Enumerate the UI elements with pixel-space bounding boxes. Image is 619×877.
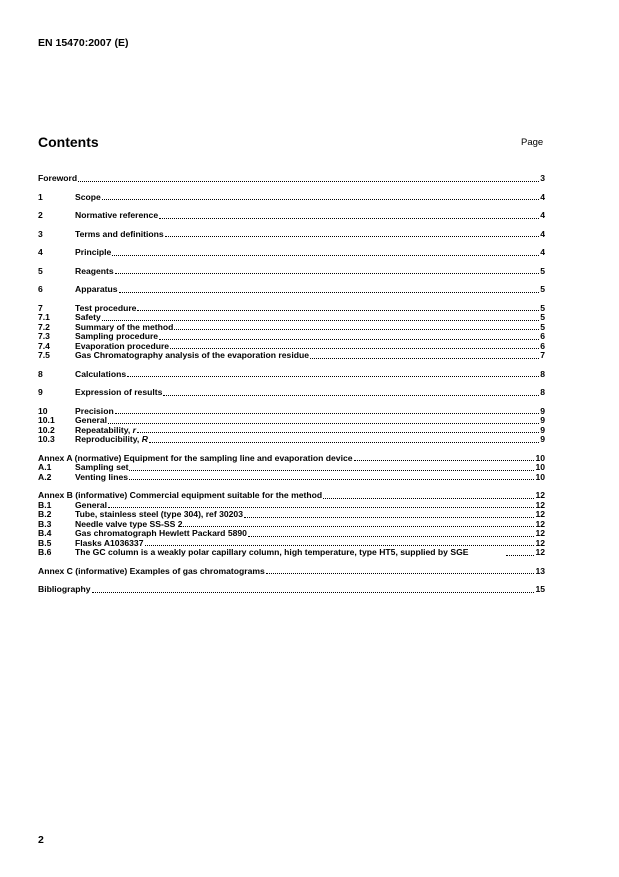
toc-number: 2 [38,210,43,220]
toc-entry[interactable] [38,351,545,361]
leader-dots [102,320,539,321]
leader-dots [170,348,539,349]
toc-number: B.1 [38,499,52,510]
toc-title: Gas chromatograph Hewlett Packard 5890 [75,528,247,538]
contents-heading: Contents [38,134,99,150]
leader-dots [165,236,540,237]
toc-title: The GC column is a weakly polar capillary column, high temperature, type HT5, supplied by SGE [75,547,469,557]
toc-title: Summary of the method [75,321,174,332]
toc-title: General [75,499,108,510]
toc-number: B.6 [38,547,52,557]
toc-title: Venting lines [75,471,129,482]
toc-entry[interactable] [38,193,545,203]
toc-page: 12 [535,509,545,519]
toc-page: 3 [540,173,545,183]
leader-dots [108,507,534,508]
toc-number: 6 [38,284,43,294]
toc-page: 5 [540,312,545,322]
toc-title-text: Repeatability, [75,424,133,435]
leader-dots [112,255,539,256]
leader-dots [183,526,534,527]
toc-page: 5 [540,265,545,276]
toc-title: Sampling procedure [75,331,159,341]
toc-page: 10 [535,462,545,472]
toc-title: Calculations [75,368,127,379]
leader-dots [323,498,534,499]
leader-dots [115,413,540,414]
toc-page: 9 [540,405,545,416]
toc-page: 6 [540,340,545,351]
leader-dots [78,181,539,182]
toc-page: 9 [540,434,545,444]
leader-dots [174,329,539,330]
leader-dots [248,536,534,537]
toc-number: 7.3 [38,331,50,341]
leader-dots [506,555,534,556]
toc-page: 13 [535,565,545,576]
toc-number: 8 [38,368,43,379]
toc-title: Foreword [38,173,78,183]
toc-number: 10.1 [38,415,55,425]
toc-page: 8 [540,368,545,379]
toc-page: 9 [540,415,545,425]
toc-entry[interactable] [38,211,545,221]
toc-title: Annex A (normative) Equipment for the sampling line and evaporation device [38,452,353,463]
toc-number: 7.4 [38,340,50,351]
leader-dots [149,442,539,443]
leader-dots [159,339,539,340]
toc-number: B.2 [38,509,52,519]
toc-page: 4 [540,210,545,220]
toc-entry[interactable] [38,370,545,380]
toc-page: 4 [540,228,545,239]
toc-page: 4 [540,191,545,202]
toc-title: Sampling set [75,462,129,472]
toc-entry[interactable] [38,435,545,445]
toc-title: Precision [75,405,114,416]
toc-page: 4 [540,247,545,257]
toc-page: 12 [535,537,545,548]
toc-entry[interactable] [38,285,545,295]
toc-title: Test procedure [75,302,137,313]
toc-page: 10 [535,452,545,463]
toc-number: 10 [38,405,48,416]
toc-entry-foreword[interactable] [38,174,545,184]
toc-number: 10.3 [38,434,55,444]
page-column-label: Page [521,137,544,148]
toc-entry[interactable] [38,230,545,240]
toc-page: 5 [540,284,545,294]
toc-title: Normative reference [75,210,159,220]
toc-page: 5 [540,321,545,332]
toc-number: 1 [38,191,43,202]
toc-title-symbol: r [132,424,136,435]
leader-dots [159,218,539,219]
toc-title: Principle [75,247,112,257]
leader-dots [137,310,539,311]
toc-entry[interactable] [38,304,545,314]
toc-entry[interactable] [38,248,545,258]
toc-number: 7 [38,302,43,313]
toc-title: Safety [75,312,101,322]
leader-dots [145,545,535,546]
leader-dots [108,423,539,424]
toc-title: Flasks A1036337 [75,537,144,548]
toc-title: Annex B (informative) Commercial equipment suitable for the method [38,490,323,500]
leader-dots [244,517,534,518]
toc-number: B.3 [38,518,52,529]
toc-number: 3 [38,228,43,239]
toc-title [75,435,148,445]
toc-page: 10 [535,471,545,482]
toc-entry-annex-c[interactable] [38,567,545,577]
toc-entry[interactable] [38,388,545,398]
toc-title-text: Reproducibility, [75,434,142,444]
toc-title: Evaporation procedure [75,340,170,351]
toc-number: 9 [38,387,43,397]
toc-title: Tube, stainless steel (type 304), ref 30203 [75,509,243,519]
toc-page: 5 [540,302,545,313]
toc-number: B.4 [38,528,52,538]
toc-title: Terms and definitions [75,228,164,239]
toc-title: Annex C (informative) Examples of gas chromatograms [38,565,265,576]
toc-title: Scope [75,191,101,202]
document-id: EN 15470:2007 (E) [38,37,129,49]
toc-number: 7.1 [38,312,50,322]
leader-dots [127,376,539,377]
leader-dots [137,432,539,433]
toc-entry[interactable] [38,548,545,558]
toc-number: A.1 [38,462,52,472]
toc-page: 8 [540,387,545,397]
leader-dots [354,460,535,461]
toc-page: 6 [540,331,545,341]
toc-entry-annex-b[interactable] [38,491,545,501]
toc-page: 15 [535,584,545,594]
toc-title: Apparatus [75,284,118,294]
page-number: 2 [38,834,44,846]
toc-title: Needle valve type SS-SS 2 [75,518,183,529]
toc-title: Reagents [75,265,114,276]
toc-entry[interactable] [38,407,545,417]
toc-title: Bibliography [38,584,91,594]
leader-dots [129,470,534,471]
toc-title: Expression of results [75,387,163,397]
toc-entry[interactable] [38,267,545,277]
leader-dots [92,592,535,593]
leader-dots [129,479,534,480]
toc-title: Gas Chromatography analysis of the evaporation residue [75,350,310,360]
toc-page: 9 [540,424,545,435]
toc-number: A.2 [38,471,52,482]
toc-entry-bibliography[interactable] [38,585,545,595]
toc-page: 12 [535,528,545,538]
toc-number: 7.5 [38,350,50,360]
leader-dots [102,199,539,200]
toc-number: 5 [38,265,43,276]
toc-page: 12 [535,490,545,500]
toc-page: 12 [535,499,545,510]
toc-entry[interactable] [38,473,545,483]
leader-dots [266,573,535,574]
toc-title-symbol: R [141,434,148,444]
toc-number: B.5 [38,537,52,548]
toc-title: General [75,415,108,425]
toc-page: 12 [535,518,545,529]
table-of-contents [38,174,545,595]
toc-number: 10.2 [38,424,55,435]
leader-dots [163,395,539,396]
leader-dots [310,358,539,359]
toc-page: 12 [535,547,545,557]
leader-dots [115,273,540,274]
toc-number: 7.2 [38,321,50,332]
toc-number: 4 [38,247,43,257]
leader-dots [119,292,540,293]
toc-page: 7 [540,350,545,360]
